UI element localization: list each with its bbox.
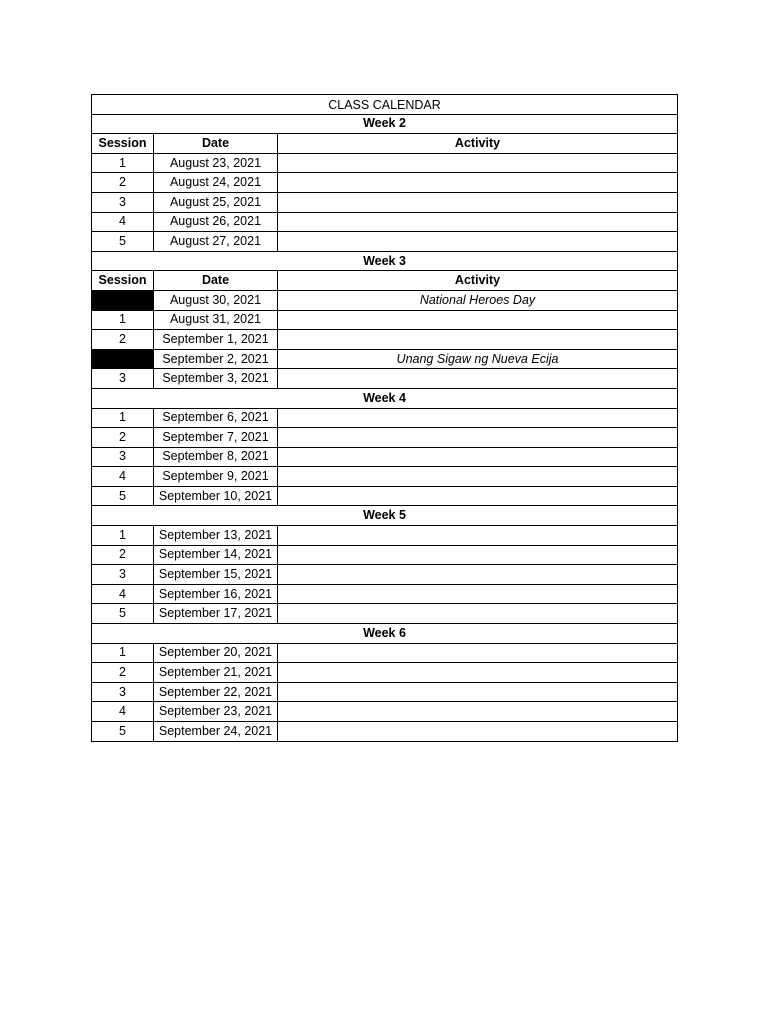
date-cell: September 10, 2021 (154, 486, 278, 506)
session-cell: 5 (92, 604, 154, 624)
week-row (92, 506, 678, 526)
activity-cell (278, 212, 678, 232)
session-cell: 3 (92, 369, 154, 389)
table-row (92, 173, 678, 193)
table-row (92, 330, 678, 350)
table-row (92, 428, 678, 448)
table-row (92, 192, 678, 212)
activity-cell (278, 467, 678, 487)
date-header: Date (154, 271, 278, 291)
table-row (92, 643, 678, 663)
activity-cell: National Heroes Day (278, 290, 678, 310)
column-header-row (92, 134, 678, 154)
table-row (92, 467, 678, 487)
activity-cell (278, 153, 678, 173)
session-cell: 3 (92, 447, 154, 467)
activity-header: Activity (278, 134, 678, 154)
date-cell: August 23, 2021 (154, 153, 278, 173)
session-cell: 3 (92, 565, 154, 585)
date-cell: September 8, 2021 (154, 447, 278, 467)
activity-header: Activity (278, 271, 678, 291)
date-cell: September 6, 2021 (154, 408, 278, 428)
activity-cell (278, 330, 678, 350)
activity-cell (278, 682, 678, 702)
date-cell: September 24, 2021 (154, 722, 278, 742)
table-row (92, 349, 678, 369)
session-cell: 2 (92, 330, 154, 350)
table-row (92, 545, 678, 565)
date-cell: September 20, 2021 (154, 643, 278, 663)
activity-cell (278, 643, 678, 663)
blocked-session-cell (92, 290, 154, 310)
week-row (92, 251, 678, 271)
date-cell: September 3, 2021 (154, 369, 278, 389)
date-cell: September 23, 2021 (154, 702, 278, 722)
date-cell: September 1, 2021 (154, 330, 278, 350)
column-header-row (92, 271, 678, 291)
table-row (92, 408, 678, 428)
table-row (92, 153, 678, 173)
date-cell: August 31, 2021 (154, 310, 278, 330)
table-row (92, 565, 678, 585)
table-row (92, 584, 678, 604)
date-cell: September 15, 2021 (154, 565, 278, 585)
class-calendar-table (91, 94, 678, 742)
week-label: Week 3 (92, 251, 678, 271)
date-cell: August 26, 2021 (154, 212, 278, 232)
activity-cell (278, 369, 678, 389)
activity-cell (278, 545, 678, 565)
date-cell: September 16, 2021 (154, 584, 278, 604)
table-row (92, 682, 678, 702)
date-cell: September 2, 2021 (154, 349, 278, 369)
activity-cell (278, 232, 678, 252)
table-row (92, 663, 678, 683)
session-cell: 2 (92, 663, 154, 683)
session-cell: 4 (92, 702, 154, 722)
table-row (92, 290, 678, 310)
table-row (92, 526, 678, 546)
week-label: Week 4 (92, 388, 678, 408)
activity-cell (278, 192, 678, 212)
date-cell: August 24, 2021 (154, 173, 278, 193)
activity-cell (278, 565, 678, 585)
date-cell: September 7, 2021 (154, 428, 278, 448)
session-cell: 4 (92, 212, 154, 232)
date-cell: September 22, 2021 (154, 682, 278, 702)
week-row (92, 624, 678, 644)
session-cell: 2 (92, 545, 154, 565)
date-cell: August 27, 2021 (154, 232, 278, 252)
session-cell: 1 (92, 153, 154, 173)
session-cell: 5 (92, 486, 154, 506)
table-row (92, 447, 678, 467)
calendar-title: CLASS CALENDAR (92, 95, 678, 115)
calendar-body (92, 95, 678, 742)
date-cell: September 14, 2021 (154, 545, 278, 565)
session-cell: 4 (92, 584, 154, 604)
table-row (92, 722, 678, 742)
activity-cell (278, 428, 678, 448)
date-header: Date (154, 134, 278, 154)
activity-cell (278, 663, 678, 683)
session-cell: 2 (92, 428, 154, 448)
activity-cell (278, 447, 678, 467)
session-cell: 1 (92, 408, 154, 428)
date-cell: September 17, 2021 (154, 604, 278, 624)
table-row (92, 212, 678, 232)
activity-cell (278, 526, 678, 546)
activity-cell (278, 310, 678, 330)
date-cell: August 25, 2021 (154, 192, 278, 212)
title-row (92, 95, 678, 115)
session-cell: 3 (92, 682, 154, 702)
activity-cell (278, 584, 678, 604)
table-row (92, 369, 678, 389)
activity-cell (278, 173, 678, 193)
week-label: Week 5 (92, 506, 678, 526)
week-row (92, 114, 678, 134)
activity-cell: Unang Sigaw ng Nueva Ecija (278, 349, 678, 369)
session-header: Session (92, 134, 154, 154)
week-label: Week 6 (92, 624, 678, 644)
session-cell: 4 (92, 467, 154, 487)
date-cell: September 13, 2021 (154, 526, 278, 546)
session-cell: 2 (92, 173, 154, 193)
date-cell: September 9, 2021 (154, 467, 278, 487)
table-row (92, 486, 678, 506)
session-cell: 3 (92, 192, 154, 212)
activity-cell (278, 702, 678, 722)
week-label: Week 2 (92, 114, 678, 134)
table-row (92, 310, 678, 330)
session-cell: 1 (92, 526, 154, 546)
week-row (92, 388, 678, 408)
date-cell: September 21, 2021 (154, 663, 278, 683)
activity-cell (278, 722, 678, 742)
table-row (92, 702, 678, 722)
blocked-session-cell (92, 349, 154, 369)
session-cell: 1 (92, 643, 154, 663)
table-row (92, 232, 678, 252)
activity-cell (278, 408, 678, 428)
activity-cell (278, 486, 678, 506)
session-cell: 5 (92, 232, 154, 252)
session-cell: 5 (92, 722, 154, 742)
date-cell: August 30, 2021 (154, 290, 278, 310)
session-cell: 1 (92, 310, 154, 330)
session-header: Session (92, 271, 154, 291)
activity-cell (278, 604, 678, 624)
table-row (92, 604, 678, 624)
